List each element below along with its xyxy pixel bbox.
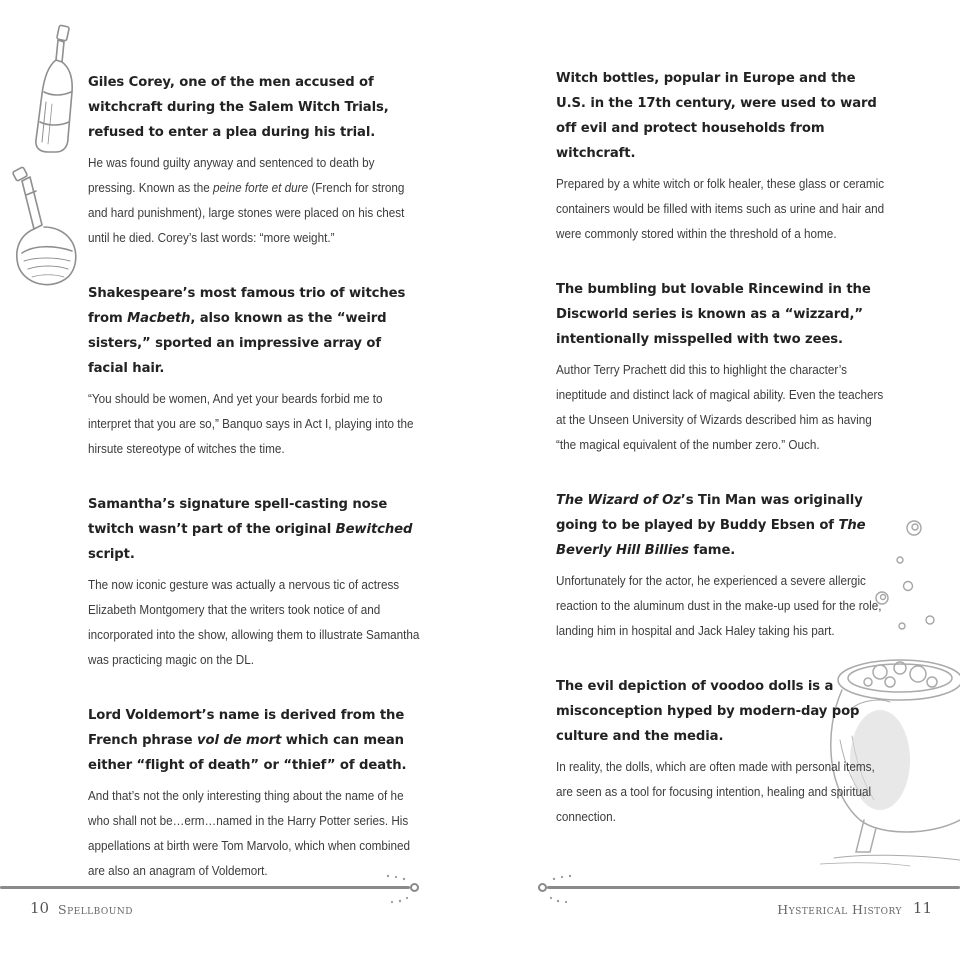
fact-heading: Giles Corey, one of the men accused of witchcraft during the Salem Witch Trials, refused to enter a plea during his trial. xyxy=(88,75,389,140)
sparkle-dots-icon xyxy=(378,872,412,906)
fact-body xyxy=(88,151,419,251)
heading-text: Shakespeare’s most famous trio of witches from xyxy=(88,286,406,326)
fact-heading xyxy=(88,703,418,778)
round-flask-icon xyxy=(8,165,80,295)
heading-text: Samantha’s signature spell-casting nose twitch wasn’t part of the original xyxy=(88,497,388,537)
fact-heading xyxy=(88,281,418,381)
left-column xyxy=(88,70,418,914)
fact-entry xyxy=(556,488,886,644)
heading-text: ’s Tin Man was originally going to be played by Buddy Ebsen of xyxy=(556,493,863,533)
fact-body: In reality, the dolls, which are often made with personal items, are seen as a tool for focusing intention, healing and spiritual connection. xyxy=(556,760,875,824)
fact-heading xyxy=(88,492,418,567)
fact-body: Prepared by a white witch or folk healer, these glass or ceramic containers would be filled with items such as urine and hair and were commonly stored within the threshold of a home. xyxy=(556,177,885,241)
heading-italic: The Beverly Hill Billies xyxy=(556,518,866,558)
fact-entry xyxy=(88,492,418,673)
right-page xyxy=(480,0,960,960)
fact-entry xyxy=(88,703,418,884)
heading-text: , also known as the “weird sisters,” sported an impressive array of facial hair. xyxy=(88,311,387,376)
heading-italic: Bewitched xyxy=(335,522,413,537)
running-head: Spellbound xyxy=(58,902,133,917)
fact-body: And that’s not the only interesting thing about the name of he who shall not be…erm…named in the Harry Potter series. His appellations at birth were Tom Marvolo, which when combined are also an anagram of Voldemort. xyxy=(88,789,411,878)
fact-entry xyxy=(88,70,418,251)
sparkle-dots-icon xyxy=(546,872,580,906)
fact-body: Author Terry Prachett did this to highlight the character’s ineptitude and distinct lack of magical ability. Even the teachers at the Unseen University of Wizards described him as having “the magical equivalent of the number zero.” Ouch. xyxy=(556,363,884,452)
right-column xyxy=(556,66,886,860)
fact-entry xyxy=(556,674,886,830)
fact-body: The now iconic gesture was actually a nervous tic of actress Elizabeth Montgomery that the writers took notice of and incorporated into the show, allowing them to illustrate Samantha was practicing magic on the DL. xyxy=(88,578,420,667)
page-number: 11 xyxy=(912,899,932,917)
heading-text: Lord Voldemort’s name is derived from the French phrase xyxy=(88,708,405,748)
heading-text: which can mean either “flight of death” or “thief” of death. xyxy=(88,733,407,773)
heading-text: script. xyxy=(88,547,135,562)
fact-body: Unfortunately for the actor, he experienced a severe allergic reaction to the aluminum dust in the make-up used for the role, landing him in hospital and Jack Haley taking his part. xyxy=(556,574,882,638)
heading-text: fame. xyxy=(688,543,736,558)
fact-body: “You should be women, And yet your beards forbid me to interpret that you are so,” Banquo says in Act I, playing into the hirsute stereotype of witches the time. xyxy=(88,392,414,456)
heading-italic: Macbeth xyxy=(127,311,191,326)
body-italic: peine forte et dure xyxy=(213,181,309,195)
fact-entry xyxy=(88,281,418,462)
heading-italic: The Wizard of Oz xyxy=(556,493,681,508)
heading-italic: vol de mort xyxy=(197,733,282,748)
page-number: 10 xyxy=(30,899,50,917)
fact-entry xyxy=(556,277,886,458)
fact-heading: The bumbling but lovable Rincewind in the Discworld series is known as a “wizzard,” intentionally misspelled with two zees. xyxy=(556,282,871,347)
footer-rule xyxy=(0,886,410,889)
body-text: (French for strong and hard punishment), large stones were placed on his chest until he died. Corey’s last words: “more weight.” xyxy=(88,181,405,245)
body-text: He was found guilty anyway and sentenced to death by pressing. Known as the xyxy=(88,156,375,195)
fact-heading xyxy=(556,488,886,563)
footer-rule xyxy=(547,886,960,889)
fact-entry xyxy=(556,66,886,247)
fact-heading: The evil depiction of voodoo dolls is a misconception hyped by modern-day pop culture and the media. xyxy=(556,679,860,744)
potion-bottle-icon xyxy=(28,22,80,157)
running-head: Hysterical History xyxy=(777,902,902,917)
fact-heading: Witch bottles, popular in Europe and the U.S. in the 17th century, were used to ward off evil and protect households from witchcraft. xyxy=(556,71,877,161)
